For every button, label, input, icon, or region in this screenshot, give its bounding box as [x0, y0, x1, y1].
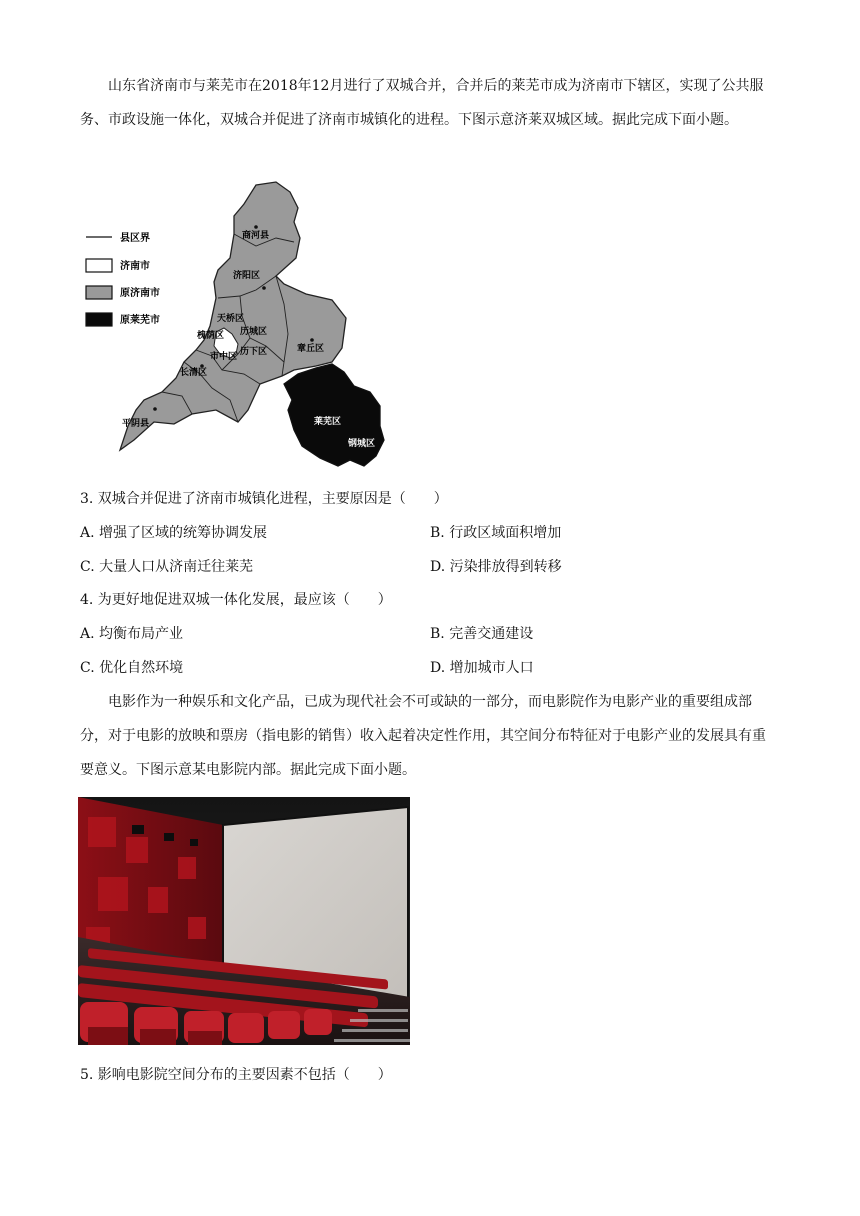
old-laiwu-region — [284, 364, 384, 466]
legend-old-jinan-swatch — [86, 286, 112, 299]
q3-option-c: C. 大量人口从济南迁往莱芜 — [80, 559, 254, 575]
legend-old-laiwu-swatch — [86, 313, 112, 326]
q4-option-c: C. 优化自然环境 — [80, 660, 184, 676]
q3-stem: 3. 双城合并促进了济南市城镇化进程，主要原因是（ ） — [80, 491, 448, 507]
q5-stem: 5. 影响电影院空间分布的主要因素不包括（ ） — [80, 1067, 392, 1083]
q4-option-d: D. 增加城市人口 — [430, 660, 534, 676]
label-licheng: 历城区 — [240, 327, 268, 337]
jinan-laiwu-map — [80, 178, 400, 470]
legend-jinan-swatch — [86, 259, 112, 272]
q3-option-d: D. 污染排放得到转移 — [430, 559, 562, 575]
passage-1: 山东省济南市与莱芜市在2018年12月进行了双城合并，合并后的莱芜市成为济南市下辖区，实现了公共服务、市政设施一体化，双城合并促进了济南市城镇化的进程。下图示意济莱双城区域。据此完成下面小题。 — [80, 78, 764, 128]
label-gangcheng: 钢城区 — [348, 439, 376, 449]
label-pingyin: 平阴县 — [122, 419, 150, 429]
q4-option-a: A. 均衡布局产业 — [80, 626, 184, 642]
q4-option-b: B. 完善交通建设 — [430, 626, 534, 642]
label-changqing: 长清区 — [180, 368, 208, 378]
legend-old-laiwu-label: 原莱芜市 — [120, 315, 160, 326]
label-shizhong: 市中区 — [210, 352, 238, 362]
legend-jinan-label: 济南市 — [120, 261, 150, 272]
label-tianqiao: 天桥区 — [217, 314, 245, 324]
legend-boundary-label: 县区界 — [120, 233, 150, 244]
label-huaiyin: 槐荫区 — [197, 331, 225, 341]
legend-old-jinan-label: 原济南市 — [120, 288, 160, 299]
q3-option-a: A. 增强了区域的统筹协调发展 — [80, 525, 268, 541]
q4-stem: 4. 为更好地促进双城一体化发展，最应该（ ） — [80, 592, 392, 608]
label-jiyang: 济阳区 — [233, 271, 261, 281]
label-lixia: 历下区 — [240, 347, 268, 357]
q3-option-b: B. 行政区域面积增加 — [430, 525, 562, 541]
passage-2: 电影作为一种娱乐和文化产品，已成为现代社会不可或缺的一部分，而电影院作为电影产业的重要组成部分，对于电影的放映和票房（指电影的销售）收入起着决定性作用，其空间分布特征对于电影产业的发展具有重要意义。下图示意某电影院内部。据此完成下面小题。 — [80, 694, 766, 778]
label-shanghe: 商河县 — [242, 231, 270, 241]
label-laiwu: 莱芜区 — [314, 417, 342, 427]
cinema-interior-photo — [78, 797, 410, 1045]
label-zhangqiu: 章丘区 — [297, 344, 325, 354]
map-legend — [86, 231, 160, 326]
